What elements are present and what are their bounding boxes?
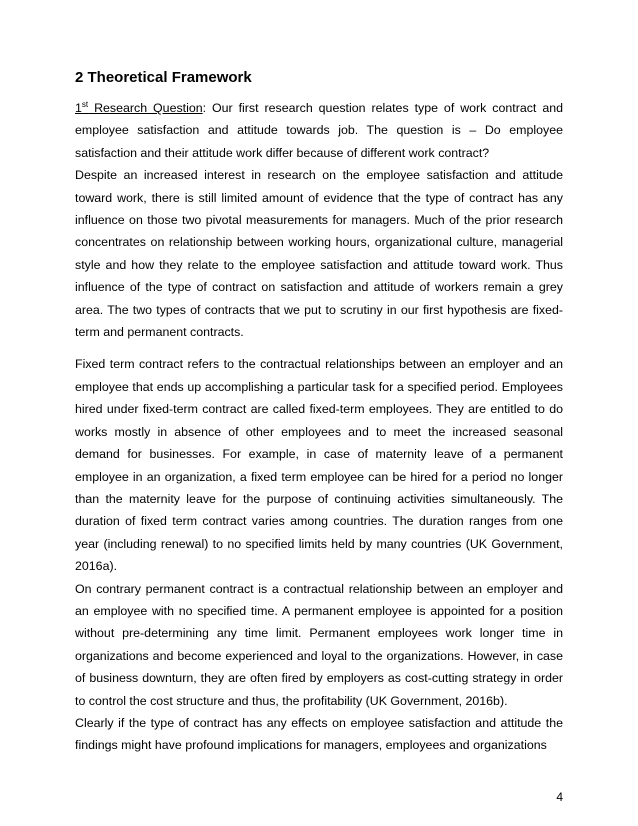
body-paragraph-implications: Clearly if the type of contract has any effects on employee satisfaction and attitude the findings might have profound implications for managers, employees and organizations — [75, 715, 563, 753]
body-paragraph-background: Despite an increased interest in research on the employee satisfaction and attitude toward work, there is still limited amount of evidence that the type of contract has any influence on those two pivotal measurements for managers. Much of the prior research concentrates on relationship between working hours, organizational culture, managerial style and how they relate to the employee satisfaction and attitude toward work. Thus influence of the type of contract on satisfaction and attitude of workers remain a grey area. The two types of contracts that we put to scrutiny in our first hypothesis are fixed-term and permanent contracts. — [75, 168, 563, 340]
research-question-text: : Our first research question relates type of work contract and employee satisfaction and attitude towards job. The question is – Do employee satisfaction and their attitude work differ because of different work contract? — [75, 101, 563, 160]
document-page — [75, 62, 563, 757]
research-question-paragraph — [75, 97, 563, 164]
body-paragraph-permanent: On contrary permanent contract is a contractual relationship between an employer and an employee with no specified time. A permanent employee is appointed for a position without pre-determining any time limit. Permanent employees work longer time in organizations and become experienced and loyal to the organizations. However, in case of business downturn, they are often fired by employers as cost-cutting strategy in order to control the cost structure and thus, the profitability (UK Government, 2016b). — [75, 581, 563, 708]
research-question-ordinal-suffix: st — [81, 99, 89, 109]
section-heading: 2 Theoretical Framework — [75, 69, 252, 86]
page-number: 4 — [556, 790, 563, 804]
research-question-label — [75, 101, 203, 115]
research-question-ordinal: 1 — [75, 101, 82, 115]
body-paragraph-fixed-term: Fixed term contract refers to the contractual relationships between an employer and an employee that ends up accomplishing a particular task for a specified period. Employees hired under fixed-term contract are called fixed-term employees. They are entitled to do works mostly in absence of other employees and to meet the increased seasonal demand for businesses. For example, in case of maternity leave of a permanent employee in an organization, a fixed term employee can be hired for a period no longer than the maternity leave for the purpose of continuing activities simultaneously. The duration of fixed term contract varies among countries. The duration ranges from one year (including renewal) to no specified limits held by many countries (UK Government, 2016a). — [75, 357, 563, 574]
research-question-label-text: Research Question — [88, 101, 203, 115]
